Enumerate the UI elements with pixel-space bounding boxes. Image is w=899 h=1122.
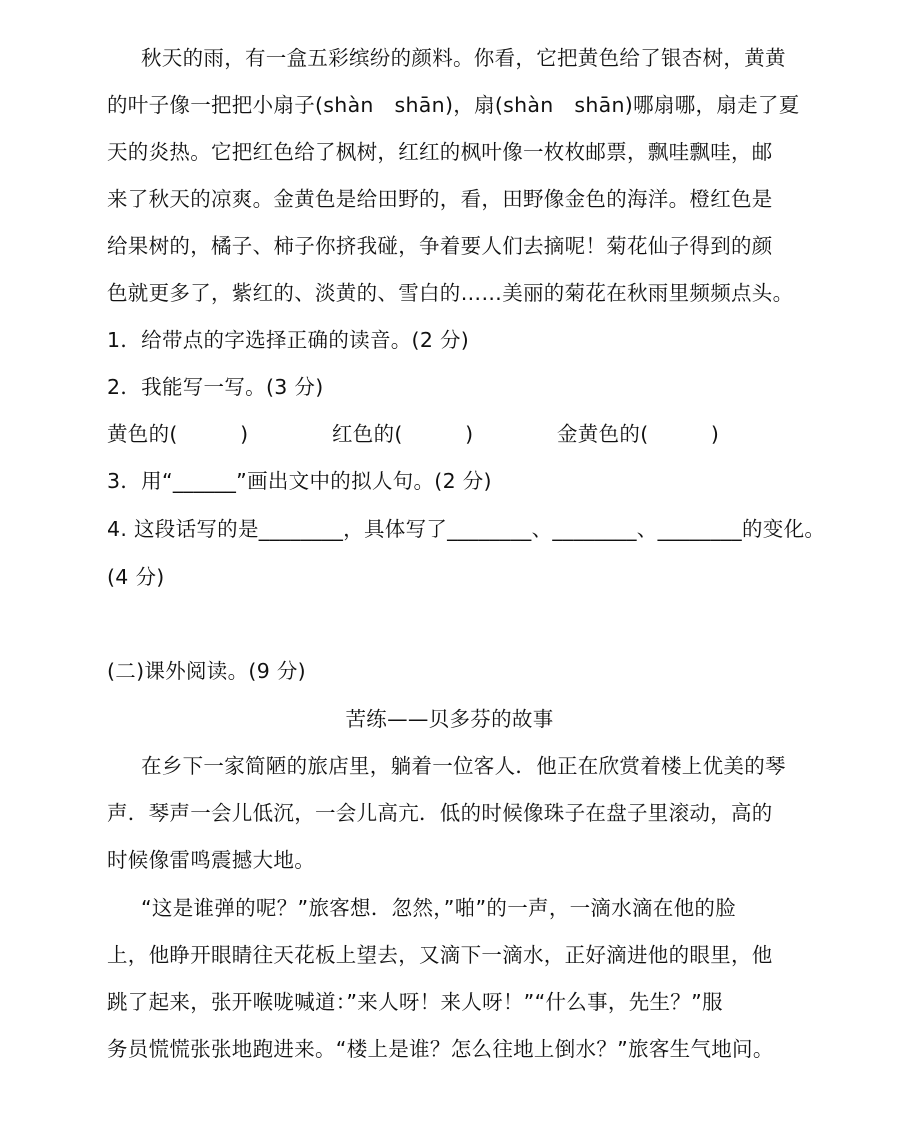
passage-line: 的叶子像一把把小扇子(shàn shān)，扇(shàn shān)哪扇哪，扇走了夏 bbox=[107, 93, 800, 117]
story-line: 务员慌慌张张地跑进来。“楼上是谁？怎么往地上倒水？”旅客生气地问。 bbox=[107, 1037, 774, 1061]
passage-line: 天的炎热。它把红色给了枫树，红红的枫叶像一枚枚邮票，飘哇飘哇，邮 bbox=[107, 140, 773, 164]
story-title: 苦练——贝多芬的故事 bbox=[345, 707, 554, 731]
story-line: 声．琴声一会儿低沉，一会儿高亢．低的时候像珠子在盘子里滚动，高的 bbox=[107, 801, 773, 825]
blank-golden[interactable]: 金黄色的( ) bbox=[557, 422, 720, 446]
story-line: 上，他睁开眼睛往天花板上望去，又滴下一滴水，正好滴进他的眼里，他 bbox=[107, 943, 773, 967]
question-1: 1．给带点的字选择正确的读音。(2 分) bbox=[107, 328, 470, 352]
passage-line: 给果树的，橘子、柿子你挤我碰，争着要人们去摘呢！菊花仙子得到的颜 bbox=[107, 234, 773, 258]
question-4: 4. 这段话写的是________，具体写了________、________、________的变化。 bbox=[107, 517, 826, 541]
question-3: 3．用“______”画出文中的拟人句。(2 分) bbox=[107, 469, 492, 493]
section-heading: (二)课外阅读。(9 分) bbox=[107, 659, 306, 683]
blank-yellow[interactable]: 黄色的( ) bbox=[107, 422, 249, 446]
story-line: “这是谁弹的呢？”旅客想．忽然，”啪”的一声，一滴水滴在他的脸 bbox=[141, 896, 737, 920]
blank-red[interactable]: 红色的( ) bbox=[332, 422, 474, 446]
story-line: 跳了起来，张开喉咙喊道：”来人呀！来人呀！”“什么事，先生？”服 bbox=[107, 990, 723, 1014]
question-2-blanks bbox=[107, 420, 797, 448]
passage-line: 色就更多了，紫红的、淡黄的、雪白的……美丽的菊花在秋雨里频频点头。 bbox=[107, 281, 794, 305]
story-line: 时候像雷鸣震撼大地。 bbox=[107, 848, 315, 872]
passage-line: 来了秋天的凉爽。金黄色是给田野的，看，田野像金色的海洋。橙红色是 bbox=[107, 187, 773, 211]
question-2: 2．我能写一写。(3 分) bbox=[107, 375, 324, 399]
story-line: 在乡下一家简陋的旅店里，躺着一位客人．他正在欣赏着楼上优美的琴 bbox=[141, 754, 786, 778]
passage-line: 秋天的雨，有一盒五彩缤纷的颜料。你看，它把黄色给了银杏树，黄黄 bbox=[141, 46, 786, 70]
question-4-score: (4 分) bbox=[107, 565, 165, 589]
